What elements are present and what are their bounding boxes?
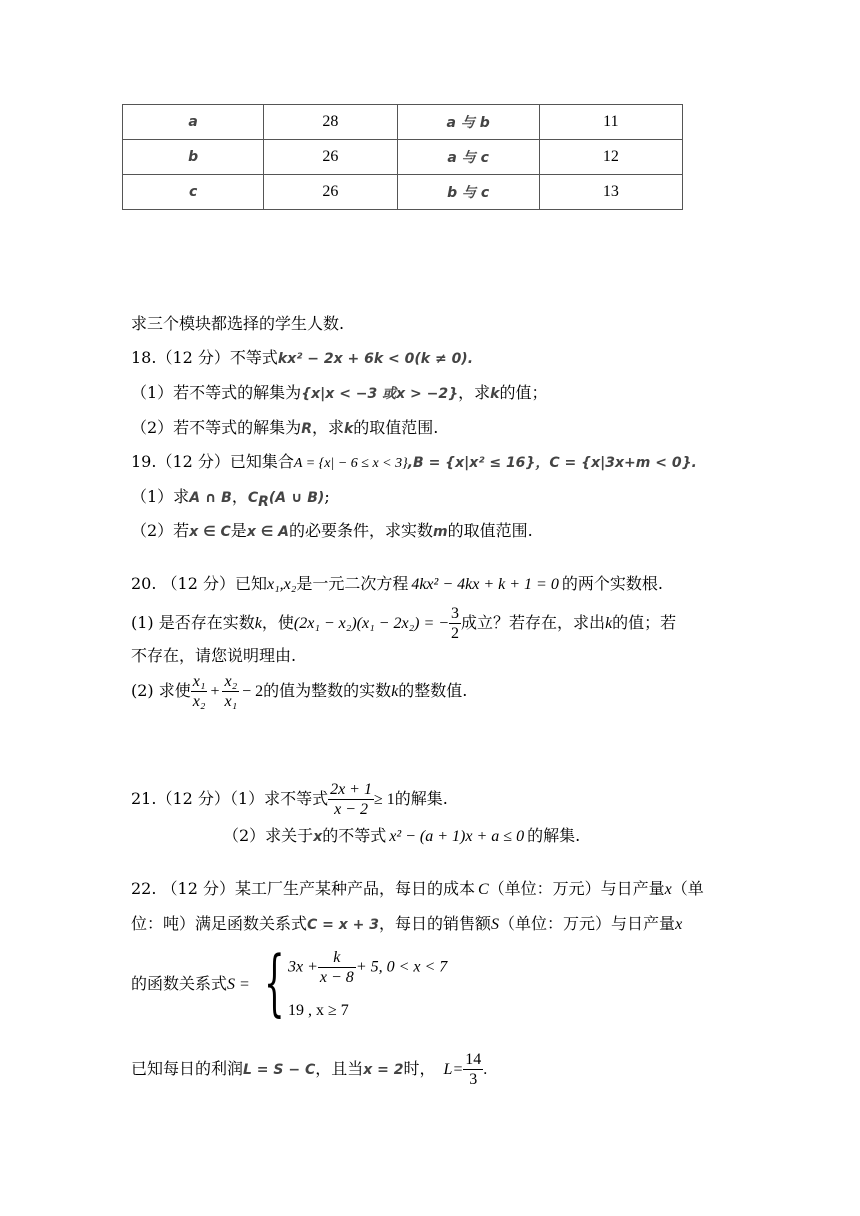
q17-tail: 求三个模块都选择的学生人数. bbox=[131, 314, 345, 333]
q22-l2-S: S bbox=[491, 916, 500, 933]
table-row bbox=[123, 105, 683, 140]
table-cell: a 与 b bbox=[446, 115, 490, 131]
q22-l4-end: . bbox=[483, 1061, 488, 1079]
q22-case1-b: + 5, 0 < x < 7 bbox=[355, 958, 448, 976]
q22-l2-text: 位：吨）满足函数关系式 bbox=[131, 914, 308, 933]
q20-p2-k: k bbox=[391, 683, 399, 701]
fraction-numerator: x₁ bbox=[191, 672, 208, 692]
q22-l2-cost-eq: C = x + 3 bbox=[307, 917, 380, 933]
piecewise-brace: { bbox=[264, 940, 285, 1024]
q19-p2-m3: m bbox=[433, 524, 448, 540]
q20-roots: x₁,x₂ bbox=[266, 576, 297, 593]
q19-p2-text3: 的必要条件，求实数 bbox=[288, 521, 433, 540]
q18-p1-text3: 的值； bbox=[499, 383, 548, 402]
module-table bbox=[122, 104, 683, 210]
q21-p1-text2: 的解集. bbox=[394, 789, 448, 809]
q18-head bbox=[131, 350, 473, 366]
q20-p1-text2: ，使 bbox=[261, 613, 294, 633]
q18-part2 bbox=[131, 420, 438, 436]
q22-case1-fraction bbox=[318, 948, 356, 987]
table-cell: c bbox=[188, 184, 198, 200]
q22-l1-text: 22. （12 分）某工厂生产某种产品，每日的成本 bbox=[131, 879, 475, 898]
q19-p2-text: （2）若 bbox=[131, 521, 190, 540]
table-row bbox=[123, 175, 683, 210]
q20-label: 20. （12 分）已知 bbox=[131, 574, 267, 593]
q20-p2-fraction2 bbox=[222, 672, 239, 711]
q21-p2-expr: x² − (a + 1)x + a ≤ 0 bbox=[389, 828, 525, 845]
q20-p2-text2: 的值为整数的实数 bbox=[263, 681, 392, 701]
table-cell: 13 bbox=[539, 175, 682, 210]
q19-p1-intersection: A ∩ B bbox=[189, 490, 232, 506]
fraction-numerator: 3 bbox=[449, 604, 461, 624]
q20-p1-text3: 成立？若存在，求出 bbox=[461, 613, 606, 633]
q18-p1-set: {x|x < −3 或x > −2} bbox=[301, 386, 459, 402]
q20-text3: 的两个实数根. bbox=[561, 574, 663, 593]
q19-p1-text: （1）求 bbox=[131, 487, 190, 506]
q20-p1-k2: k bbox=[605, 615, 613, 633]
q20-p2-plus: + bbox=[210, 683, 220, 701]
table-cell: 28 bbox=[264, 105, 397, 140]
q21-p2-x: x bbox=[313, 829, 323, 845]
q20-part2 bbox=[131, 672, 467, 711]
q22-l4-text: 已知每日的利润 bbox=[131, 1059, 244, 1079]
q22-l4-text3: 时， bbox=[403, 1059, 436, 1079]
q18-inequality: kx² − 2x + 6k < 0(k ≠ 0). bbox=[277, 351, 474, 367]
q18-p1-text: （1）若不等式的解集为 bbox=[131, 383, 302, 402]
fraction-numerator: 14 bbox=[463, 1050, 483, 1070]
q22-case1-a: 3x + bbox=[288, 958, 318, 976]
table-row bbox=[123, 140, 683, 175]
q18-p2-text: （2）若不等式的解集为 bbox=[131, 418, 302, 437]
q19-p2-text2: 是 bbox=[230, 521, 247, 540]
fraction-denominator: 2 bbox=[451, 625, 460, 643]
q22-l4-fraction bbox=[463, 1050, 483, 1089]
table-cell: a bbox=[188, 114, 198, 130]
q21-part2 bbox=[223, 828, 580, 845]
q22-l4-profit-eq: L = S − C bbox=[243, 1062, 316, 1079]
q19-set-A: A = {x| − 6 ≤ x < 3} bbox=[293, 456, 408, 471]
q19-p1-union: (A ∪ B) bbox=[268, 490, 325, 506]
q22-l1-C: C bbox=[477, 881, 489, 898]
q22-l4-x: x = 2 bbox=[363, 1062, 404, 1079]
q19-p2-m1: x ∈ C bbox=[189, 524, 231, 540]
q22-case2: 19 , x ≥ 7 bbox=[288, 1002, 349, 1019]
q18-p2-text2: ，求 bbox=[311, 418, 344, 437]
q22-line1 bbox=[131, 881, 704, 898]
q22-line2 bbox=[131, 916, 682, 933]
table-cell: b bbox=[188, 149, 199, 165]
q21-p1-fraction bbox=[328, 780, 374, 819]
q22-l4-text2: ，且当 bbox=[315, 1059, 364, 1079]
q19-p1-sub: R bbox=[258, 494, 269, 511]
q20-p1-k: k bbox=[254, 615, 262, 633]
q22-line3 bbox=[131, 976, 250, 993]
q19-part1 bbox=[131, 489, 330, 509]
q20-p2-text3: 的整数值. bbox=[398, 681, 468, 701]
q22-case1 bbox=[288, 948, 447, 987]
q19-p2-text4: 的取值范围. bbox=[447, 521, 533, 540]
q19-p2-m2: x ∈ A bbox=[246, 524, 289, 540]
q20-p1-expr: (2x₁ − x₂)(x₁ − 2x₂) = − bbox=[293, 615, 450, 633]
q22-l1-text2: （单位：万元）与日产量 bbox=[488, 879, 665, 898]
q18-part1 bbox=[131, 385, 547, 401]
q22-l2-x: x bbox=[675, 916, 683, 933]
q20-p1-fraction bbox=[449, 604, 461, 643]
q18-p1-text2: ，求 bbox=[458, 383, 491, 402]
q20-p2-minus: − 2 bbox=[242, 683, 264, 701]
fraction-numerator: x₂ bbox=[222, 672, 239, 692]
q18-p2-R: R bbox=[301, 421, 312, 437]
table-cell: 26 bbox=[264, 175, 397, 210]
table-cell: 11 bbox=[539, 105, 682, 140]
q19-part2 bbox=[131, 523, 533, 539]
fraction-denominator: x₂ bbox=[192, 693, 206, 711]
fraction-denominator: x₁ bbox=[224, 693, 238, 711]
q22-l3-text: 的函数关系式 bbox=[131, 974, 228, 993]
q21-p2-text3: 的解集. bbox=[527, 826, 581, 845]
fraction-denominator: x − 8 bbox=[319, 969, 354, 987]
q20-part1 bbox=[131, 604, 676, 643]
q22-l4-L: L= bbox=[443, 1061, 464, 1079]
fraction-numerator: 2x + 1 bbox=[328, 780, 374, 800]
q19-p1-comma: ， bbox=[231, 487, 248, 506]
q20-p1-text: (1) 是否存在实数 bbox=[131, 613, 255, 633]
q20-p1-text4: 的值；若 bbox=[612, 613, 677, 633]
table-cell: b 与 c bbox=[447, 185, 490, 201]
q19-head bbox=[131, 454, 697, 471]
q22-line4 bbox=[131, 1050, 487, 1089]
q21-p2-text2: 的不等式 bbox=[322, 826, 387, 845]
q22-l2-text3: （单位：万元）与日产量 bbox=[499, 914, 676, 933]
fraction-denominator: x − 2 bbox=[334, 801, 368, 819]
fraction-denominator: 3 bbox=[469, 1071, 478, 1089]
table-cell: 12 bbox=[539, 140, 682, 175]
q20-text2: 是一元二次方程 bbox=[296, 574, 409, 593]
table-cell: 26 bbox=[264, 140, 397, 175]
q19-label: 19.（12 分）已知集合 bbox=[131, 452, 294, 471]
q22-l2-text2: ，每日的销售额 bbox=[379, 914, 492, 933]
q19-set-C: ，C = {x|3x+m < 0}. bbox=[535, 455, 697, 471]
q21-part1 bbox=[131, 780, 448, 819]
q20-head bbox=[131, 576, 663, 593]
table-cell: a 与 c bbox=[447, 150, 489, 166]
q21-p2-text: （2）求关于 bbox=[223, 826, 314, 845]
q18-p2-text3: 的取值范围. bbox=[353, 418, 439, 437]
q18-p1-k: k bbox=[490, 386, 500, 402]
q19-set-B: ,B = {x|x² ≤ 16} bbox=[407, 455, 536, 471]
q20-p1-continued: 不存在，请您说明理由. bbox=[131, 646, 297, 665]
q22-l1-text3: （单 bbox=[671, 879, 704, 898]
q21-p1-text: 21.（12 分）（1）求不等式 bbox=[131, 789, 329, 809]
q19-p1-end: ; bbox=[324, 487, 330, 506]
q20-p2-text: (2) 求使 bbox=[131, 681, 191, 701]
q20-equation: 4kx² − 4kx + k + 1 = 0 bbox=[411, 576, 559, 593]
q21-p1-relation: ≥ 1 bbox=[373, 791, 395, 809]
q18-p2-k: k bbox=[343, 421, 354, 437]
q19-p1-complement: C bbox=[247, 490, 259, 506]
fraction-numerator: k bbox=[318, 948, 356, 968]
q22-l3-S: S = bbox=[227, 976, 250, 993]
q18-label: 18.（12 分）不等式 bbox=[131, 348, 278, 367]
q22-l1-x: x bbox=[664, 881, 672, 898]
q20-p2-fraction1 bbox=[191, 672, 208, 711]
